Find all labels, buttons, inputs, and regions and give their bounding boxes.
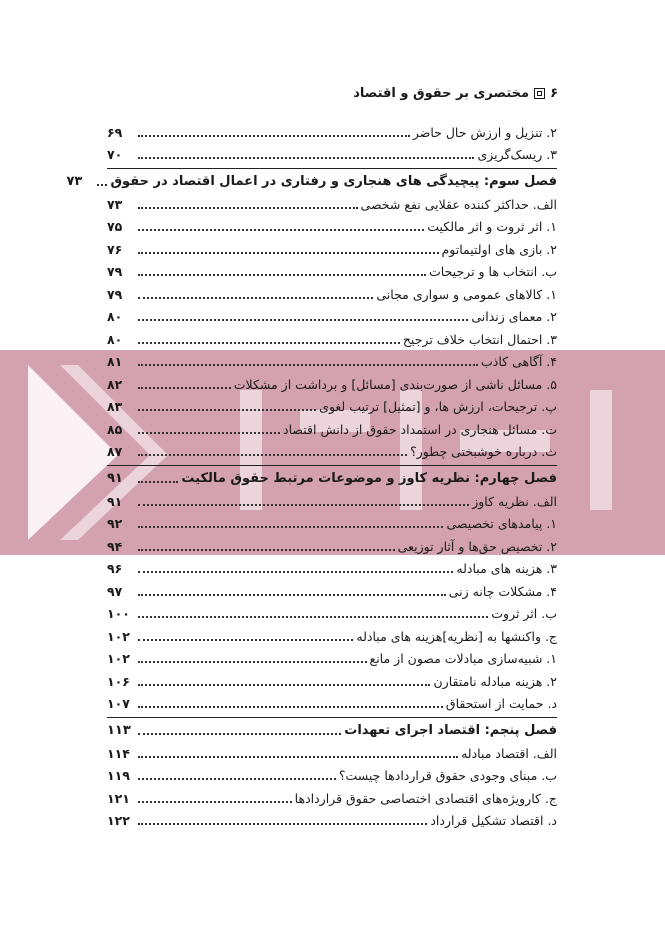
dot-leader [138,481,178,483]
toc-page-number: ۱۰۷ [107,696,130,711]
running-header [353,86,558,101]
toc-page-number: ۸۱ [107,354,123,369]
toc-entry-title: ۳. ریسک‌گریزی [477,147,557,162]
toc-page-number: ۸۰ [107,309,123,324]
toc-page-number: ۹۶ [107,561,123,576]
toc-page-number: ۹۴ [107,538,123,554]
dot-leader [138,594,446,596]
toc-entry-title: ج. کارویژه‌های اقتصادی اختصاصی حقوق قراردادها [294,790,557,806]
dot-leader [138,571,453,573]
toc-entry-title: ب. انتخاب ها و ترجیحات [429,264,557,279]
dot-leader [138,432,280,434]
toc-page-number: ۱۱۹ [107,768,130,783]
toc-page-number: ۷۳ [107,196,123,212]
dot-leader [138,684,430,686]
toc-chapter-row [66,168,557,192]
dot-leader [138,801,292,803]
toc-entry-title: ث. درباره خوشبختی چطور؟ [410,444,557,459]
toc-page-number: ۱۱۴ [107,745,130,761]
dot-leader [97,184,107,186]
dot-leader [138,823,427,825]
toc-entry-title: ۵. مسائل ناشی از صورت‌بندی [مسائل] و برداشت از مشکلات [233,376,557,392]
toc-row [107,809,557,832]
toc-entry-title: ۱. اثر ثروت و اثر مالکیت [427,219,557,234]
toc-entry-title: ۳. هزینه های مبادله [456,561,557,576]
dot-leader [138,207,358,209]
table-of-contents [66,120,557,831]
toc-entry-title: ۲. معمای زندانی [471,309,557,324]
toc-row [107,489,557,512]
dot-leader [138,409,316,411]
toc-page-number: ۷۶ [107,241,123,257]
toc-page-number: ۱۰۲ [107,628,130,644]
toc-page-number: ۸۲ [107,376,123,392]
toc-page-number: ۷۳ [66,174,83,189]
toc-page-number: ۸۷ [107,444,123,459]
toc-row [107,440,557,463]
dot-leader [138,616,488,618]
toc-row [107,647,557,670]
toc-page-number: ۷۰ [107,147,123,162]
toc-row [107,579,557,602]
toc-page-number: ۸۵ [107,421,123,437]
toc-entry-title: ۲. تخصیص حق‌ها و آثار توزیعی [397,538,557,554]
toc-row [107,282,557,305]
page-number: ۶ [550,86,558,101]
dot-leader [138,733,341,735]
dot-leader [138,549,395,551]
dot-leader [138,252,439,254]
dot-leader [138,319,468,321]
dot-leader [138,387,231,389]
dot-leader [138,454,407,456]
toc-row [107,395,557,418]
toc-row [107,143,557,166]
dot-leader [138,135,410,137]
toc-entry-title: ۴. آگاهی کاذب [481,354,557,369]
toc-entry-title: ۲. تنزیل و ارزش حال حاضر [412,124,557,140]
dot-leader [138,526,443,528]
toc-chapter-row [107,465,557,489]
dot-leader [138,342,400,344]
book-title: مختصری بر حقوق و اقتصاد [353,86,530,101]
dot-leader [138,706,443,708]
toc-page-number: ۸۰ [107,331,123,347]
toc-entry-title: فصل پنجم: اقتصاد اجرای تعهدات [344,723,557,738]
toc-entry-title: فصل سوم: پیچیدگی های هنجاری و رفتاری در اعمال اقتصاد در حقوق [110,174,557,189]
toc-page-number: ۱۲۱ [107,790,130,806]
dot-leader [138,274,426,276]
toc-row [107,372,557,395]
toc-page-number: ۷۵ [107,219,123,234]
toc-page-number: ۱۰۲ [107,651,130,666]
toc-entry-title: د. اقتصاد تشکیل قرارداد [430,813,557,828]
toc-page-number: ۹۲ [107,516,123,531]
toc-entry-title: پ. ترجیحات، ارزش ها، و [تمثیل] ترتیب لغوی [319,399,557,414]
toc-entry-title: د. حمایت از استحقاق [445,696,557,711]
toc-row [107,350,557,373]
toc-page-number: ۱۱۳ [107,723,131,738]
toc-entry-title: ۲. بازی های اولتیماتوم [441,241,557,257]
toc-entry-title: الف. حداکثر کننده عقلایی نفع شخصی [360,196,557,212]
toc-row [107,786,557,809]
toc-page-number: ۱۰۶ [107,673,130,689]
toc-row [107,237,557,260]
toc-entry-title: ۲. هزینه مبادله نامتقارن [433,673,557,689]
toc-row [107,602,557,625]
dot-leader [138,778,336,780]
toc-row [107,215,557,238]
toc-entry-title: ۱. کالاهای عمومی و سواری مجانی [376,286,557,302]
toc-page-number: ۸۳ [107,399,123,414]
toc-entry-title: ب. اثر ثروت [491,606,557,621]
toc-row [107,764,557,787]
dot-leader [138,756,458,758]
dot-leader [138,504,469,506]
toc-entry-title: ب. مبنای وجودی حقوق قراردادها چیست؟ [338,768,557,783]
toc-row [107,692,557,715]
toc-row [107,512,557,535]
toc-entry-title: ج. واکنشها به [نظریه]هزینه های مبادله [356,628,557,644]
toc-page-number: ۹۷ [107,583,123,599]
dot-leader [138,297,373,299]
dot-leader [138,661,367,663]
toc-page-number: ۹۱ [107,471,123,486]
dot-leader [138,157,474,159]
toc-row [107,534,557,557]
toc-chapter-row [107,717,557,741]
toc-page-number: ۱۰۰ [107,606,130,621]
toc-entry-title: ۴. مشکلات چانه زنی [448,583,557,599]
toc-page-number: ۱۲۲ [107,813,130,828]
toc-entry-title: ۳. احتمال انتخاب خلاف ترجیح [402,331,557,347]
toc-row [107,417,557,440]
toc-row [107,120,557,143]
toc-row [107,305,557,328]
toc-row [107,741,557,764]
toc-row [107,624,557,647]
toc-page-number: ۶۹ [107,124,123,140]
toc-entry-title: الف. نظریه کاوز [472,493,557,509]
toc-entry-title: ۱. شبیه‌سازی مبادلات مصون از مانع [369,651,557,666]
toc-page-number: ۷۹ [107,264,123,279]
dot-leader [138,364,478,366]
toc-entry-title: الف. اقتصاد مبادله [461,745,557,761]
toc-row [107,557,557,580]
toc-row [107,327,557,350]
dot-leader [138,229,424,231]
toc-row [107,669,557,692]
toc-row [107,260,557,283]
toc-row [107,192,557,215]
toc-page-number: ۹۱ [107,493,123,509]
dot-leader [138,639,353,641]
toc-entry-title: ۱. پیامدهای تخصیصی [446,516,557,531]
toc-page-number: ۷۹ [107,286,123,302]
toc-entry-title: ت. مسائل هنجاری در استمداد حقوق از دانش اقتصاد [283,421,557,437]
square-ornament-icon [534,88,545,99]
toc-entry-title: فصل چهارم: نظریه کاوز و موضوعات مرتبط حقوق مالکیت [181,471,557,486]
